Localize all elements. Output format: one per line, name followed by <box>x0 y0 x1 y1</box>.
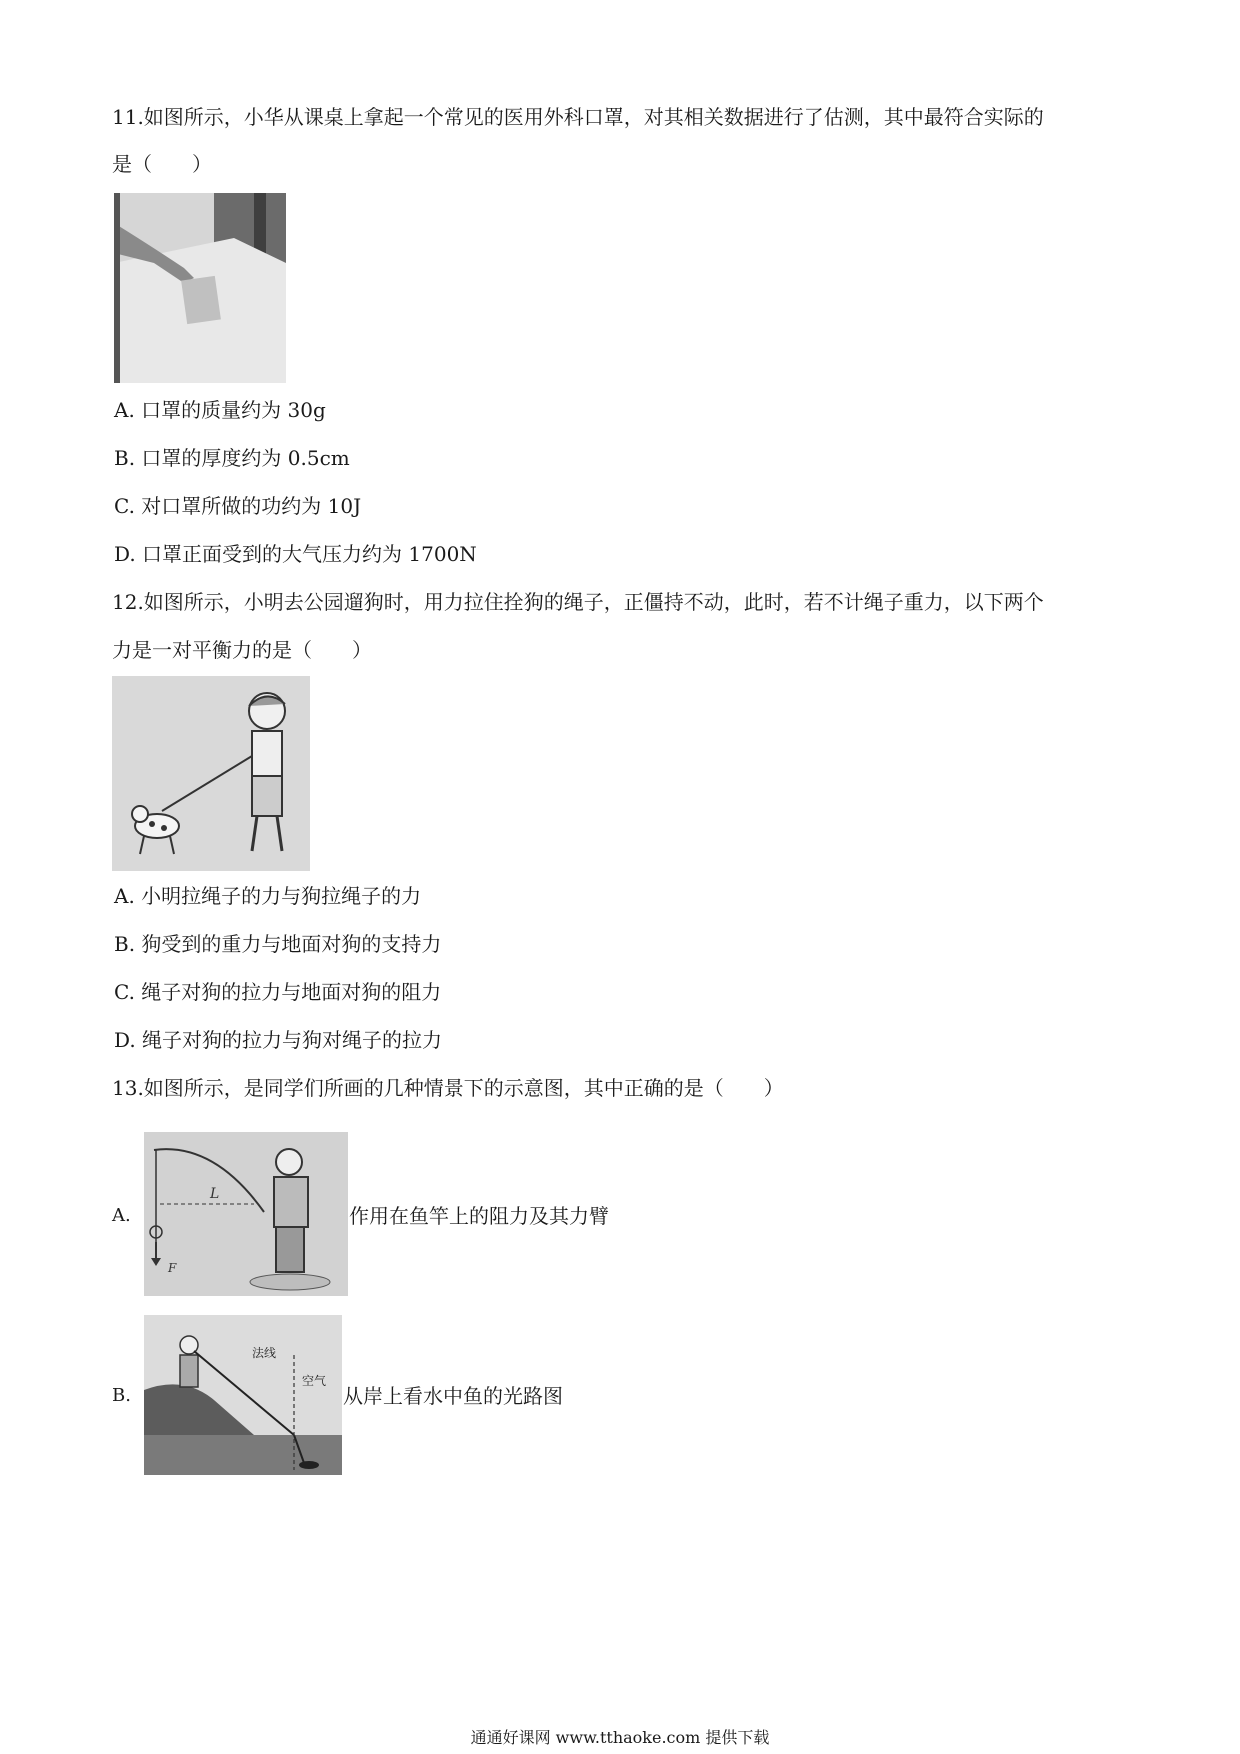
q11-stem-line1: 11.如图所示，小华从课桌上拿起一个常见的医用外科口罩，对其相关数据进行了估测，其中最符合实际的 <box>112 105 1044 129</box>
q11-option-c: C. 对口罩所做的功约为 10J <box>114 494 362 518</box>
q12-option-b: B. 狗受到的重力与地面对狗的支持力 <box>114 932 442 956</box>
q12-option-d: D. 绳子对狗的拉力与狗对绳子的拉力 <box>114 1028 443 1052</box>
q13-option-b-text: 从岸上看水中鱼的光路图 <box>343 1384 563 1408</box>
q11-option-a: A. 口罩的质量约为 30g <box>114 398 326 422</box>
q12-option-a: A. 小明拉绳子的力与狗拉绳子的力 <box>114 884 422 908</box>
q13-stem: 13.如图所示，是同学们所画的几种情景下的示意图，其中正确的是（ ） <box>112 1076 784 1100</box>
q13-option-b-label: B. <box>112 1385 131 1406</box>
q11-stem-line2: 是（ ） <box>112 152 212 176</box>
q12-figure-dog-walking <box>112 676 310 871</box>
q13-option-a-label: A. <box>112 1205 131 1226</box>
q13-option-b-figure-label-air: 空气 <box>302 1374 327 1388</box>
page-footer: 通通好课网 www.tthaoke.com 提供下载 <box>470 1728 770 1747</box>
q13-option-a-figure-fishing <box>144 1132 348 1296</box>
q13-option-b-figure-light-path <box>144 1315 342 1475</box>
q11-figure-mask-photo <box>114 193 286 383</box>
q13-option-a-text: 作用在鱼竿上的阻力及其力臂 <box>349 1204 609 1228</box>
q12-stem-line1: 12.如图所示，小明去公园遛狗时，用力拉住拴狗的绳子，正僵持不动，此时，若不计绳子重力，以下两个 <box>112 590 1044 614</box>
q13-option-a-figure-label-f: F <box>168 1261 177 1275</box>
q13-option-b-figure-label-normal: 法线 <box>252 1346 277 1360</box>
q12-stem-line2: 力是一对平衡力的是（ ） <box>112 638 372 662</box>
q13-option-a-figure-label-l: L <box>210 1186 220 1202</box>
q11-option-d: D. 口罩正面受到的大气压力约为 1700N <box>114 542 477 566</box>
q12-option-c: C. 绳子对狗的拉力与地面对狗的阻力 <box>114 980 442 1004</box>
q11-option-b: B. 口罩的厚度约为 0.5cm <box>114 446 350 470</box>
